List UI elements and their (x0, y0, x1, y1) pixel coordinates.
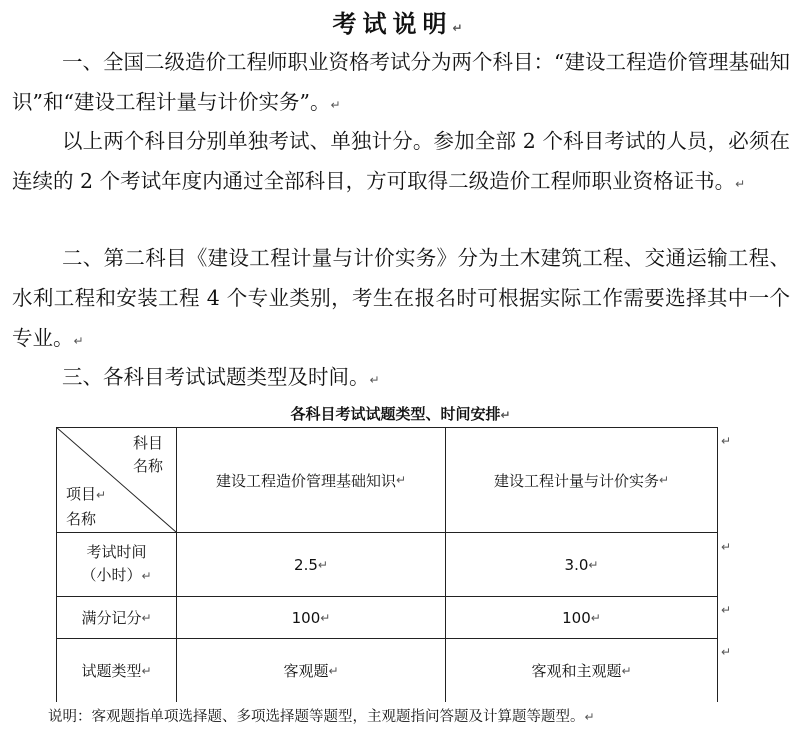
table-note (48, 705, 788, 726)
cell-value: 100 (291, 608, 321, 627)
header-col1-text: 建设工程造价管理基础知识 (215, 471, 396, 490)
corner-item-label (66, 482, 106, 531)
paragraph-2-text: 以上两个科目分别单独考试、单独计分。参加全部 2 个科目考试的人员，必须在连续的 2 个考试年度内通过全部科目，方可取得二级造价工程师职业资格证书。 (12, 129, 790, 193)
row-label-line1: 考试时间 (86, 543, 147, 561)
row-label-exam-time (57, 533, 176, 596)
paragraph-mark: ↵ (96, 488, 107, 502)
corner-bottom-line1: 项目 (66, 485, 97, 503)
paragraph-mark: ↵ (141, 569, 152, 583)
cell-value: 3.0 (564, 555, 589, 574)
cell-full-score-col1 (177, 597, 445, 638)
paragraph-mark: ↵ (73, 334, 84, 348)
row-label-question-type (57, 639, 176, 702)
cell-value: 2.5 (294, 555, 318, 574)
row-end-mark: ↵ (721, 603, 732, 617)
paragraph-mark: ↵ (141, 610, 152, 625)
paragraph-mark: ↵ (584, 710, 595, 724)
row-end-mark: ↵ (721, 645, 732, 659)
table-title-text: 各科目考试试题类型、时间安排 (290, 405, 501, 423)
corner-top-line2: 名称 (133, 457, 164, 475)
header-col2-text: 建设工程计量与计价实务 (493, 471, 659, 490)
paragraph-1-text: 一、全国二级造价工程师职业资格考试分为两个科目：“建设工程造价管理基础知识”和“建设工程计量与计价实务”。 (12, 50, 790, 114)
paragraph-mark: ↵ (590, 610, 601, 625)
cell-exam-time-col1 (177, 533, 445, 596)
paragraph-mark: ↵ (658, 473, 670, 487)
paragraph-mark: ↵ (320, 610, 331, 625)
paragraph-mark: ↵ (588, 557, 599, 572)
row-label-full-score (57, 597, 176, 638)
cell-full-score-col2 (446, 597, 717, 638)
cell-question-type-col2 (446, 639, 717, 702)
paragraph-mark: ↵ (141, 663, 152, 678)
paragraph-mark: ↵ (317, 557, 328, 572)
cell-value: 100 (562, 608, 591, 627)
paragraph-mark: ↵ (735, 177, 746, 191)
corner-subject-label (133, 432, 163, 478)
paragraph-mark: ↵ (500, 408, 511, 422)
cell-question-type-col1 (177, 639, 445, 702)
cell-value: 客观和主观题 (531, 662, 622, 680)
header-col1 (177, 428, 445, 532)
corner-bottom-line2: 名称 (66, 510, 97, 528)
row-end-mark: ↵ (721, 540, 732, 554)
cell-value: 客观题 (283, 662, 329, 680)
note-text: 说明：客观题指单项选择题、多项选择题等题型，主观题指问答题及计算题等题型。 (48, 709, 585, 725)
row-label: 试题类型 (81, 662, 142, 680)
paragraph-mark: ↵ (452, 21, 469, 35)
paragraph-3-text: 二、第二科目《建设工程计量与计价实务》分为土木建筑工程、交通运输工程、水利工程和安装工程 4 个专业类别，考生在报名时可根据实际工作需要选择其中一个专业。 (12, 246, 790, 350)
row-end-mark: ↵ (721, 434, 732, 448)
row-label-line2: （小时） (81, 566, 142, 584)
corner-top-line1: 科目 (133, 434, 164, 452)
paragraph-mark: ↵ (328, 663, 339, 678)
title-text: 考试说明 (332, 10, 453, 38)
row-label: 满分记分 (81, 609, 142, 627)
paragraph-mark: ↵ (395, 473, 407, 487)
paragraph-mark: ↵ (621, 663, 632, 678)
table-border-right (717, 427, 718, 702)
header-col2 (446, 428, 717, 532)
paragraph-mark: ↵ (369, 373, 380, 387)
cell-exam-time-col2 (446, 533, 717, 596)
paragraph-mark: ↵ (330, 98, 341, 112)
paragraph-4-text: 三、各科目考试试题类型及时间。 (62, 365, 370, 389)
